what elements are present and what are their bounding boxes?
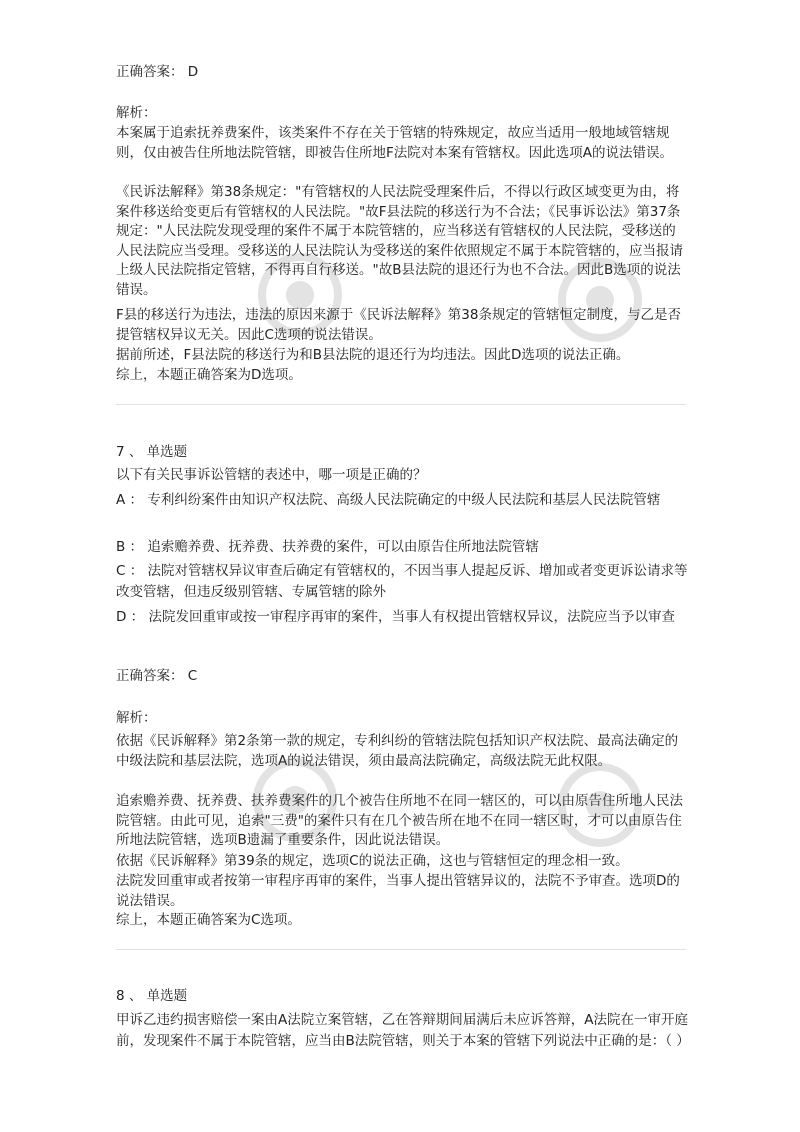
q7-analysis-paragraph: 依据《民诉解释》第39条的规定，选项C的说法正确，这也与管辖恒定的理念相一致。: [116, 853, 629, 869]
q6-analysis-label: 解析：: [116, 105, 157, 121]
q6-analysis-paragraph: F县的移送行为违法，违法的原因来源于《民诉法解释》第38条规定的管辖恒定制度，与乙是否提管辖权异议无关。因此C选项的说法错误。: [116, 307, 681, 343]
q6-analysis-paragraph: 综上，本题正确答案为D选项。: [116, 367, 302, 383]
q8-header: 8 、 单选题: [116, 988, 188, 1004]
q7-analysis-paragraph: 综上，本题正确答案为C选项。: [116, 912, 301, 928]
q7-analysis-paragraph: 法院发回重审或者按第一审程序再审的案件，当事人提出管辖异议的，法院不予审查。选项D的说法错误。: [116, 873, 680, 909]
section-divider: [116, 949, 686, 950]
q6-analysis-paragraph: 《民诉法解释》第38条规定："有管辖权的人民法院受理案件后，不得以行政区域变更为由，将案件移送给变更后有管辖权的人民法院。"故F县法院的移送行为不合法；《民事诉讼法》第37条规定："人民法院发现受理的案件不属于本院管辖的，应当移送有管辖权的人民法院，受移送的人民法院应当受理。受移送的人民法院认为受移送的案件依照规定不属于本院管辖的，应当报请上级人民法院指定管辖，不得再自行移送。"故B县法院的退还行为也不合法。因此B选项的说法错误。: [116, 184, 683, 298]
q7-answer: 正确答案： C: [116, 668, 198, 684]
q7-option-a: A ： 专利纠纷案件由知识产权法院、高级人民法院确定的中级人民法院和基层人民法院管辖: [116, 492, 661, 508]
q7-stem: 以下有关民事诉讼管辖的表述中，哪一项是正确的？: [116, 467, 427, 483]
q7-header: 7 、 单选题: [116, 444, 188, 460]
q6-analysis-paragraph: 据前所述，F县法院的移送行为和B县法院的退还行为均违法。因此D选项的说法正确。: [116, 347, 630, 363]
q7-option-c: C ： 法院对管辖权异议审查后确定有管辖权的，不因当事人提起反诉、增加或者变更诉讼请求等改变管辖，但违反级别管辖、专属管辖的除外: [116, 563, 688, 600]
q6-analysis-paragraph: 本案属于追索抚养费案件，该类案件不存在关于管辖的特殊规定，故应当适用一般地域管辖规则，仅由被告住所地法院管辖，即被告住所地F法院对本案有管辖权。因此选项A的说法错误。: [116, 125, 673, 161]
section-divider: [116, 404, 686, 405]
q8-stem: 甲诉乙违约损害赔偿一案由A法院立案管辖，乙在答辩期间届满后未应诉答辩，A法院在一审开庭前，发现案件不属于本院管辖，应当由B法院管辖，则关于本案的管辖下列说法中正确的是：（ ）: [116, 1012, 690, 1049]
q7-analysis-paragraph: 依据《民诉解释》第2条第一款的规定，专利纠纷的管辖法院包括知识产权法院、最高法确定的中级法院和基层法院，选项A的说法错误，须由最高法院确定，高级法院无此权限。: [116, 733, 679, 769]
q6-answer: 正确答案： D: [116, 64, 199, 80]
q7-option-b: B ： 追索赡养费、抚养费、扶养费的案件，可以由原告住所地法院管辖: [116, 539, 539, 555]
q7-analysis-paragraph: 追索赡养费、抚养费、扶养费案件的几个被告住所地不在同一辖区的，可以由原告住所地人民法院管辖。由此可见，追索"三费"的案件只有在几个被告所在地不在同一辖区时，才可以由原告住所地法院管辖，选项B遗漏了重要条件，因此说法错误。: [116, 793, 683, 849]
q7-analysis-label: 解析：: [116, 710, 157, 726]
q7-option-d: D ： 法院发回重审或按一审程序再审的案件，当事人有权提出管辖权异议，法院应当予以审查: [116, 609, 675, 625]
